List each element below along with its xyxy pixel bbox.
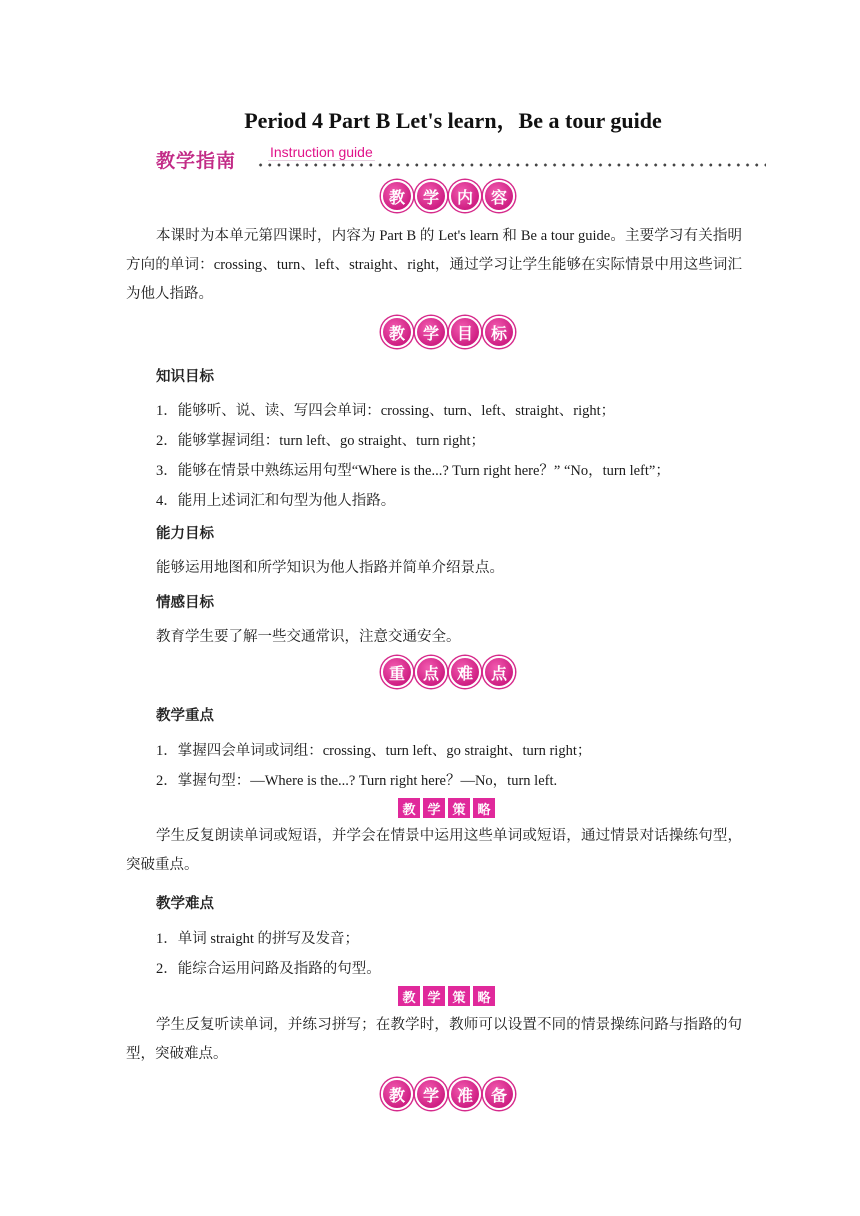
list-item: 2．掌握句型：—Where is the...? Turn right here？—No，turn left. [156,773,558,789]
badge-char: 标 [483,316,515,348]
badge-char: 目 [449,316,481,348]
badge-char: 难 [449,656,481,688]
badge-char: 略 [473,798,495,818]
badge-char: 学 [415,316,447,348]
badge-char: 容 [483,180,515,212]
badge-char: 点 [483,656,515,688]
instruction-guide-banner [156,144,768,178]
strategy-badge [398,986,495,1006]
emotion-goals-heading: 情感目标 [156,595,214,611]
badge-char: 备 [483,1078,515,1110]
badge-char: 教 [381,316,413,348]
list-item: 3．能够在情景中熟练运用句型“Where is the...? Turn right here？” “No，turn left”； [156,463,670,479]
ability-goals-text: 能够运用地图和所学知识为他人指路并简单介绍景点。 [156,560,504,576]
badge-char: 学 [415,1078,447,1110]
section-badge-content [381,180,515,212]
list-item: 2．能够掌握词组：turn left、go straight、turn right； [156,433,486,449]
badge-char: 教 [398,986,420,1006]
badge-char: 学 [415,180,447,212]
difficulty-strategy-paragraph: 学生反复听读单词，并练习拼写；在教学时，教师可以设置不同的情景操练问路与指路的句型，突破难点。 [126,1017,742,1062]
list-item: 2．能综合运用问路及指路的句型。 [156,961,381,977]
list-item: 1．能够听、说、读、写四会单词：crossing、turn、left、straight、right； [156,403,616,419]
ability-goals-heading: 能力目标 [156,526,214,542]
section-badge-goals [381,316,515,348]
badge-char: 教 [381,180,413,212]
list-item: 1．掌握四会单词或词组：crossing、turn left、go straight、turn right； [156,743,592,759]
badge-char: 策 [448,986,470,1006]
section-badge-keypoints [381,656,515,688]
guide-title-cn: 教学指南 [156,150,237,172]
badge-char: 重 [381,656,413,688]
focus-strategy-paragraph: 学生反复朗读单词或短语，并学会在情景中运用这些单词或短语，通过情景对话操练句型，突破重点。 [126,828,742,873]
badge-char: 略 [473,986,495,1006]
badge-char: 教 [398,798,420,818]
badge-char: 教 [381,1078,413,1110]
strategy-badge [398,798,495,818]
emotion-goals-text: 教育学生要了解一些交通常识，注意交通安全。 [156,629,461,645]
knowledge-goals-heading: 知识目标 [156,369,214,385]
difficulty-heading: 教学难点 [156,896,214,912]
page-title: Period 4 Part B Let's learn，Be a tour guide [244,108,662,133]
badge-char: 准 [449,1078,481,1110]
focus-heading: 教学重点 [156,708,214,724]
content-paragraph: 本课时为本单元第四课时，内容为 Part B 的 Let's learn 和 Be a tour guide。主要学习有关指明方向的单词：crossing、turn、left、straight、right，通过学习让学生能够在实际情景中用这些词汇为他人指路。 [126,228,742,302]
badge-char: 学 [423,986,445,1006]
badge-char: 内 [449,180,481,212]
badge-char: 策 [448,798,470,818]
list-item: 1．单词 straight 的拼写及发音； [156,931,359,947]
list-item: 4．能用上述词汇和句型为他人指路。 [156,493,396,509]
badge-char: 学 [423,798,445,818]
section-badge-prep [381,1078,515,1110]
guide-title-en: Instruction guide [270,144,373,160]
dotted-divider [256,160,766,170]
badge-char: 点 [415,656,447,688]
